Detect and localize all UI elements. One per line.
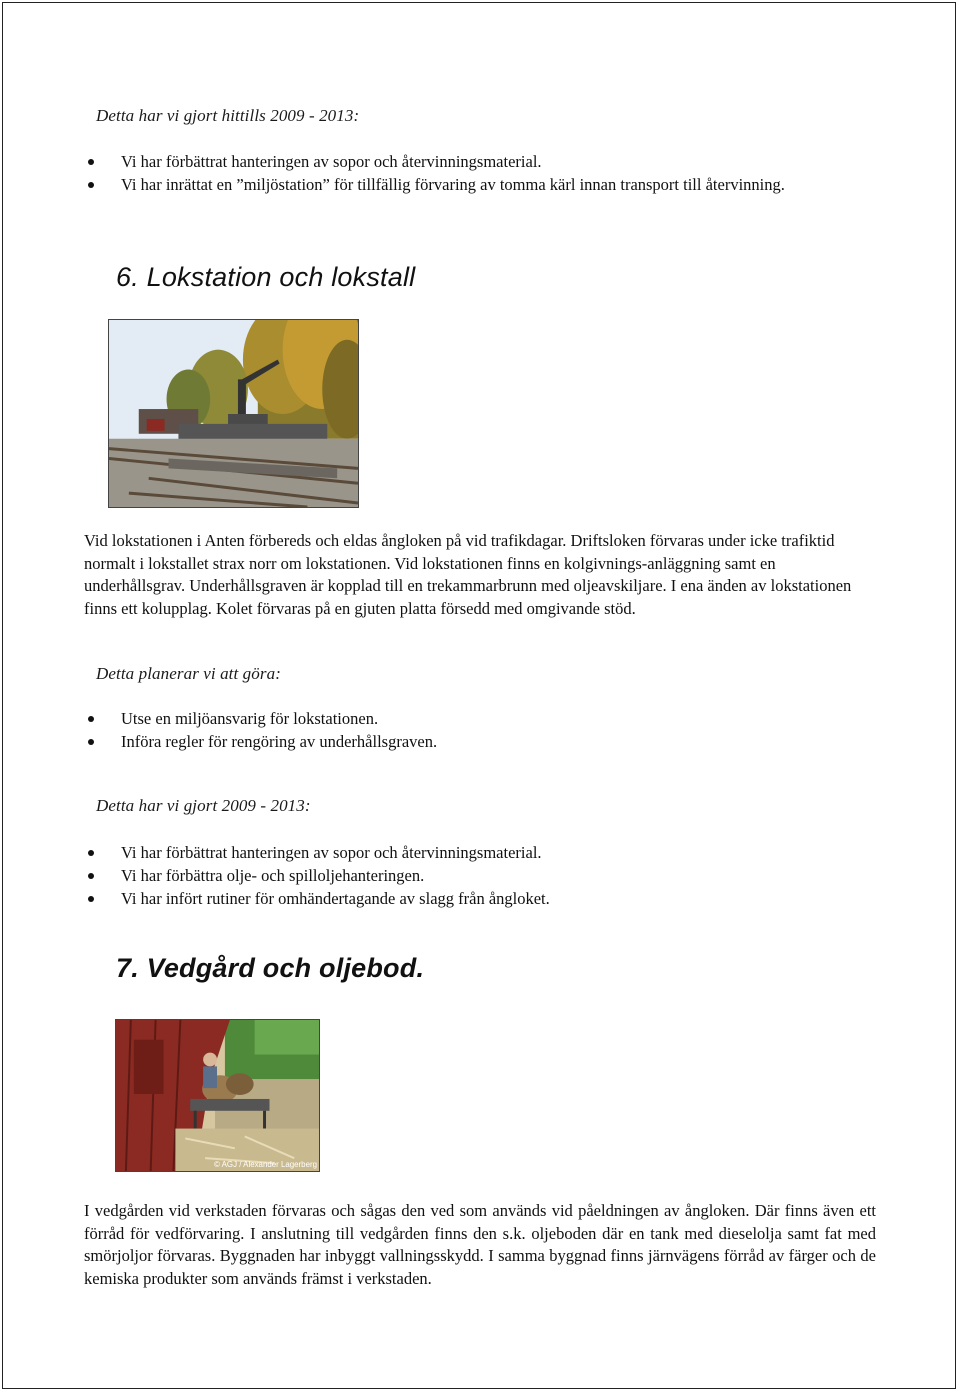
plan-heading: Detta planerar vi att göra: [96, 664, 281, 683]
list-item: Vi har inrättat en ”miljöstation” för tillfällig förvaring av tomma kärl innan transport till återvinning. [84, 173, 844, 196]
list-item: Vi har förbättrat hanteringen av sopor och återvinningsmaterial. [84, 841, 844, 864]
section-7-paragraph: I vedgården vid verkstaden förvaras och sågas den ved som används vid påeldningen av ångloken. Där finns även ett förråd för vedförvaring. I anslutning till vedgården finns den s.k. oljeboden där en tank med dieselolja samt fat med smörjoljor förvaras. Byggnaden har inbyggt vallningsskydd. I samma byggnad finns järnvägens förråd av färger och de kemiska produkter som används främst i verkstaden. [84, 1201, 876, 1288]
woodyard-photo [115, 1019, 320, 1172]
section-6-heading: 6. Lokstation och lokstall [116, 262, 416, 292]
section-7-heading: 7. Vedgård och oljebod. [116, 953, 425, 983]
list-item: Vi har förbättra olje- och spilloljehanteringen. [84, 864, 844, 887]
done-list-previous [84, 150, 844, 196]
list-item: Vi har förbättrat hanteringen av sopor och återvinningsmaterial. [84, 150, 844, 173]
list-item: Vi har infört rutiner för omhändertagande av slagg från ångloket. [84, 887, 844, 910]
done-list [84, 841, 844, 910]
locomotive-station-photo [108, 319, 359, 508]
photo-credit: © AGJ / Alexander Lagerberg [214, 1160, 318, 1170]
done-heading: Detta har vi gjort 2009 - 2013: [96, 796, 311, 815]
section-6-paragraph: Vid lokstationen i Anten förbereds och eldas ångloken på vid trafikdagar. Driftsloken förvaras under icke trafiktid normalt i lokstallet strax norr om lokstationen. Vid lokstationen finns en kolgivnings-anläggning samt en underhållsgrav. Underhållsgraven är kopplad till en trekammarbrunn med oljeavskiljare. I ena änden av lokstationen finns ett kolupplag. Kolet förvaras på en gjuten platta försedd med omgivande stöd. [84, 531, 852, 618]
done-heading-previous: Detta har vi gjort hittills 2009 - 2013: [96, 106, 360, 125]
plan-list [84, 707, 844, 753]
list-item: Införa regler för rengöring av underhållsgraven. [84, 730, 844, 753]
page-border [2, 2, 956, 1389]
list-item: Utse en miljöansvarig för lokstationen. [84, 707, 844, 730]
